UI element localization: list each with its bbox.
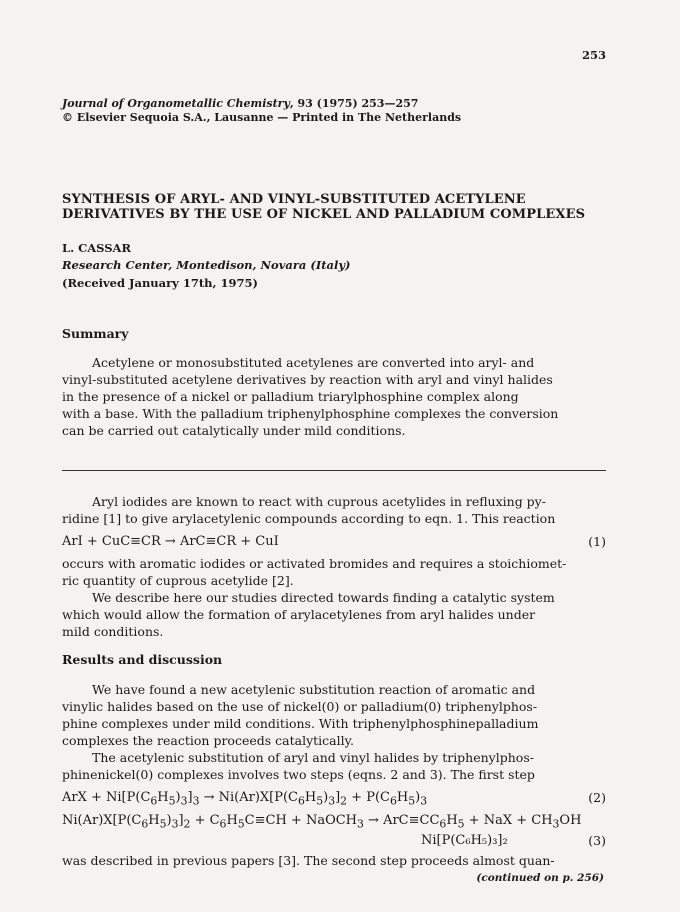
summary-line: in the presence of a nickel or palladium triarylphosphine complex along bbox=[62, 389, 519, 404]
summary-heading: Summary bbox=[62, 326, 129, 341]
intro-line: Aryl iodides are known to react with cuprous acetylides in refluxing py- bbox=[92, 494, 546, 509]
journal-name: Journal of Organometallic Chemistry bbox=[62, 97, 290, 110]
intro-line: which would allow the formation of arylacetylenes from aryl halides under bbox=[62, 607, 536, 622]
results-line: phinenickel(0) complexes involves two steps (eqns. 2 and 3). The first step bbox=[62, 767, 535, 782]
continued-note: (continued on p. 256) bbox=[476, 872, 604, 884]
equation-3-number: (3) bbox=[588, 833, 606, 848]
summary-line: with a base. With the palladium triphenylphosphine complexes the conversion bbox=[62, 406, 559, 421]
results-heading: Results and discussion bbox=[62, 652, 223, 667]
equation-3: $Ni(Ar)X[P(C_6H_5)_3]_2 + C_6H_5C\equiv CH$ + NaOCH$_3$ → $ArC\equiv CC_6H_5$ + NaX + $CH_3OH$ bbox=[62, 813, 582, 831]
journal-volume: , 93 (1975) 253—257 bbox=[289, 97, 419, 110]
article-title-line-2: DERIVATIVES BY THE USE OF NICKEL AND PALLADIUM COMPLEXES bbox=[62, 207, 586, 222]
author: L. CASSAR bbox=[62, 241, 132, 255]
equation-2-number: (2) bbox=[588, 790, 606, 805]
journal-citation bbox=[62, 97, 418, 110]
results-line: phine complexes under mild conditions. With triphenylphosphinepalladium bbox=[62, 716, 539, 731]
intro-line: ridine [1] to give arylacetylenic compounds according to eqn. 1. This reaction bbox=[62, 511, 556, 526]
summary-line: Acetylene or monosubstituted acetylenes are converted into aryl- and bbox=[92, 355, 535, 370]
intro-line: ric quantity of cuprous acetylide [2]. bbox=[62, 573, 294, 588]
summary-line: can be carried out catalytically under mild conditions. bbox=[62, 423, 406, 438]
section-divider bbox=[62, 470, 606, 471]
equation-1: ArI + CuC≡CR → ArC≡CR + CuI bbox=[62, 534, 279, 549]
page-number: 253 bbox=[581, 48, 606, 62]
results-line: was described in previous papers [3]. The second step proceeds almost quan- bbox=[62, 853, 555, 868]
equation-3-nickel-fragment: Ni[P(C₆H₅)₃]₂ bbox=[421, 833, 508, 848]
summary-line: vinyl-substituted acetylene derivatives by reaction with aryl and vinyl halides bbox=[62, 372, 553, 387]
results-line: vinylic halides based on the use of nickel(0) or palladium(0) triphenylphos- bbox=[62, 699, 538, 714]
equation-1-number: (1) bbox=[588, 534, 606, 549]
intro-line: We describe here our studies directed towards finding a catalytic system bbox=[92, 590, 555, 605]
publisher-line: © Elsevier Sequoia S.A., Lausanne — Printed in The Netherlands bbox=[62, 111, 462, 124]
intro-line: occurs with aromatic iodides or activated bromides and requires a stoichiomet- bbox=[62, 556, 567, 571]
results-line: We have found a new acetylenic substitution reaction of aromatic and bbox=[92, 682, 536, 697]
affiliation: Research Center, Montedison, Novara (Italy) bbox=[62, 258, 351, 272]
results-line: complexes the reaction proceeds catalytically. bbox=[62, 733, 354, 748]
intro-line: mild conditions. bbox=[62, 624, 164, 639]
article-title-line-1: SYNTHESIS OF ARYL- AND VINYL-SUBSTITUTED ACETYLENE bbox=[62, 192, 526, 207]
equation-2: ArX + $Ni[P(C_6H_5)_3]_3 \to Ni(Ar)X[P(C_6H_5)_3]_2 + P(C_6H_5)_3$ bbox=[62, 790, 428, 808]
results-line: The acetylenic substitution of aryl and vinyl halides by triphenylphos- bbox=[92, 750, 534, 765]
received-date: (Received January 17th, 1975) bbox=[62, 276, 258, 290]
